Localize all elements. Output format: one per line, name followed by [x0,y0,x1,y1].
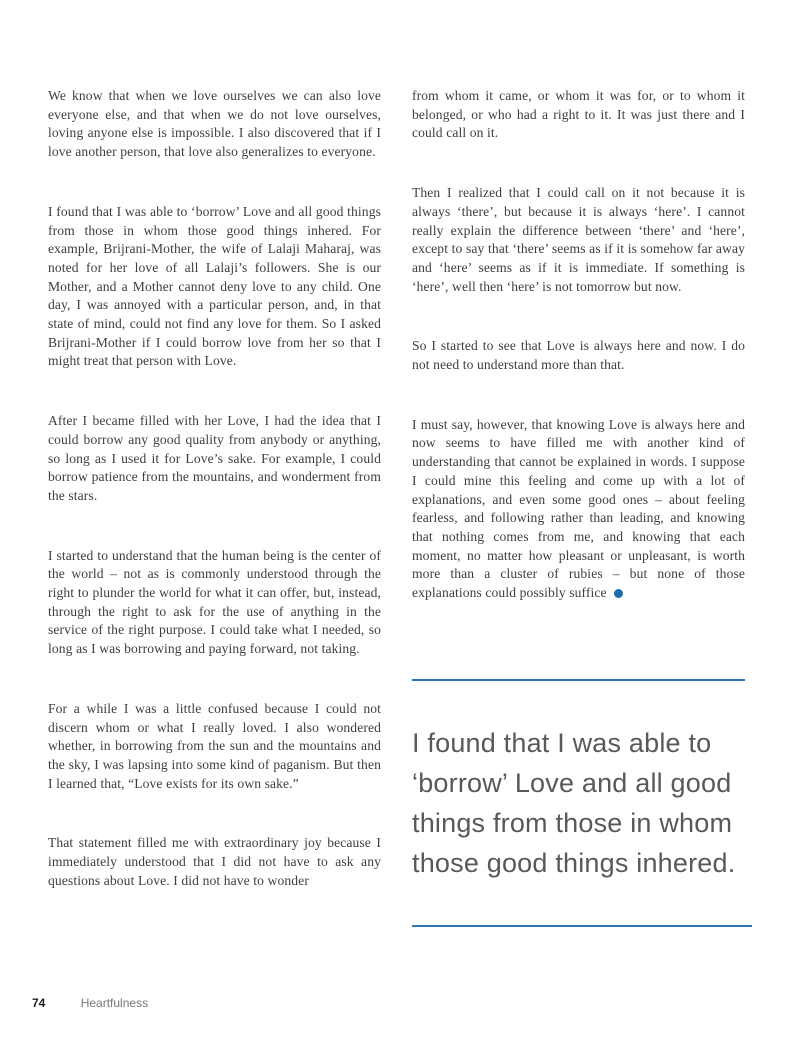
body-paragraph: I started to understand that the human being is the center of the world – not as is commonly understood through the right to plunder the world for what it can offer, but, instead, through the right to ask for the use of anything in the service of the right purpose. I could take what I needed, so long as I was borrowing and paying forward, not taking. [48,547,381,657]
body-paragraph: For a while I was a little confused because I could not discern whom or what I really loved. I also wondered whether, in borrowing from the sun and the mountains and the sky, I was lapsing into some kind of paganism. But then I learned that, “Love exists for its own sake.” [48,700,381,791]
pull-quote-block [412,679,745,927]
right-column [412,87,745,927]
body-paragraph [412,416,745,603]
body-paragraph: We know that when we love ourselves we can also love everyone else, and that when we do not love ourselves, loving anyone else is impossible. I also discovered that if I love another person, that love also generalizes to everyone. [48,88,381,160]
body-paragraph: After I became filled with her Love, I had the idea that I could borrow any good quality from anybody or anything, so long as I used it for Love’s sake. For example, I could borrow patience from the mountains, and wonderment from the stars. [48,413,381,503]
left-column [48,87,381,891]
body-paragraph: That statement filled me with extraordinary joy because I immediately understood that I did not have to ask any questions about Love. I did not have to wonder [48,835,381,888]
pull-quote: I found that I was able to ‘borrow’ Love and all good things from those in whom those good things inhered. [412,727,736,878]
pull-quote-bottom-rule [412,925,752,927]
body-paragraph: from whom it came, or whom it was for, or to whom it belonged, or who had a right to it. It was just there and I could call on it. [412,88,745,141]
pull-quote-top-rule [412,679,745,681]
body-paragraph: So I started to see that Love is always here and now. I do not need to understand more than that. [412,338,745,373]
body-paragraph: Then I realized that I could call on it not because it is always ‘there’, but because it is always ‘here’. I cannot really explain the difference between ‘there’ and ‘here’, except to say that ‘there’ seems as if it is somehow far away and ‘here’ seems as if it is immediate. If something is ‘here’, well then ‘here’ is not tomorrow but now. [412,185,745,294]
page-footer [32,996,148,1010]
body-paragraph-text: I must say, however, that knowing Love is always here and now seems to have filled me with another kind of understanding that cannot be explained in words. I suppose I could mine this feeling and come up with a lot of explanations, and even some good ones – about feeling fearless, and following rather than leading, and knowing that nothing comes from me, and knowing that each moment, no matter how pleasant or unpleasant, is worth more than a cluster of rubies – but none of those explanations could possibly suffice [412,416,745,601]
end-of-article-dot [614,589,623,598]
body-paragraph: I found that I was able to ‘borrow’ Love and all good things from those in whom those good things inhered. For example, Brijrani-Mother, the wife of Lalaji Maharaj, was noted for her love of all Lalaji’s followers. She is our Mother, and a Mother cannot deny love to any child. One day, I was annoyed with a particular person, and, in that state of mind, could not find any love for them. So I asked Brijrani-Mother if I could borrow love from her so that I might treat that person with Love. [48,203,381,369]
magazine-title: Heartfulness [80,996,149,1010]
page-number: 74 [32,996,46,1010]
